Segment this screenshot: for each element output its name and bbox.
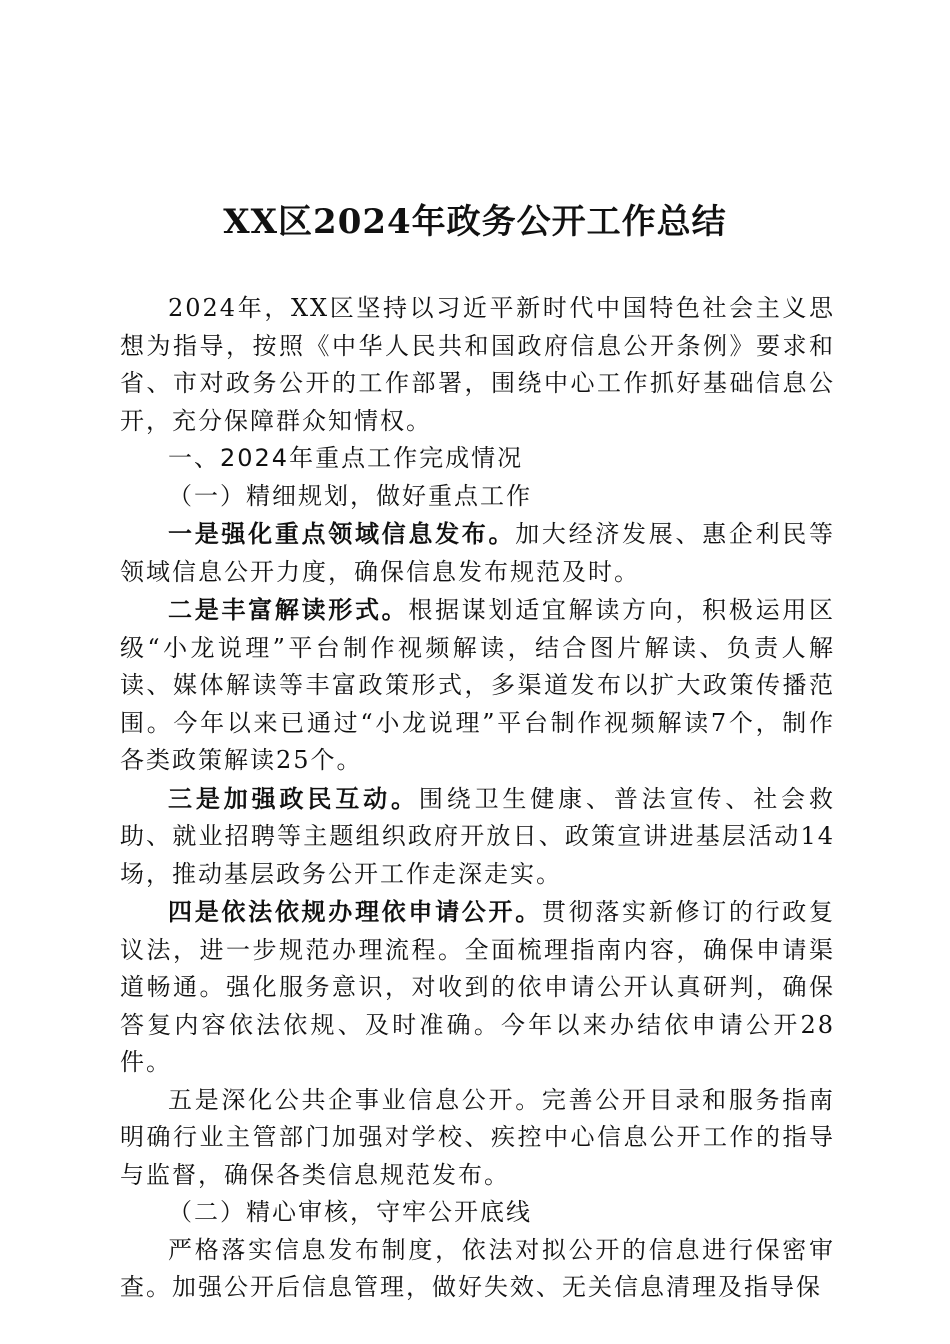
item-paragraph-2 (120, 591, 835, 780)
item-lead: 三是加强政民互动。 (168, 783, 419, 813)
section-heading: 一、2024年重点工作完成情况 (168, 444, 524, 472)
item-text: 根据谋划适宜解读方向，积极运用区级“小龙说理”平台制作视频解读，结合图片解读、负责人解读、媒体解读等丰富政策形式，多渠道发布以扩大政策传播范围。今年以来已通过“小龙说理”平台制作视频解读7个，制作各类政策解读25个。 (120, 596, 835, 774)
intro-paragraph: 2024年，XX区坚持以习近平新时代中国特色社会主义思想为指导，按照《中华人民共和国政府信息公开条例》要求和省、市对政务公开的工作部署，围绕中心工作抓好基础信息公开，充分保障群众知情权。 (120, 294, 835, 435)
item-lead: 一是强化重点领域信息发布。 (168, 519, 516, 548)
document-title: XX区2024年政务公开工作总结 (223, 202, 727, 242)
item-lead: 二是丰富解读形式。 (168, 595, 409, 624)
subsection-heading: （二）精心审核，守牢公开底线 (168, 1198, 532, 1226)
body-paragraph: 严格落实信息发布制度，依法对拟公开的信息进行保密审查。加强公开后信息管理，做好失效、无关信息清理及指导保 (120, 1235, 835, 1301)
item-lead: 四是依法依规办理依申请公开。 (168, 897, 542, 926)
item-paragraph-3 (120, 780, 835, 894)
item-text: 加大经济发展、惠企利民等领域信息公开力度，确保信息发布规范及时。 (120, 520, 836, 586)
item-paragraph-1 (120, 515, 835, 591)
item-paragraph-5: 五是深化公共企事业信息公开。完善公开目录和服务指南明确行业主管部门加强对学校、疾控中心信息公开工作的指导与监督，确保各类信息规范发布。 (120, 1085, 835, 1189)
item-text: 贯彻落实新修订的行政复议法，进一步规范办理流程。全面梳理指南内容，确保申请渠道畅通。强化服务意识，对收到的依申请公开认真研判，确保答复内容依法依规、及时准确。今年以来办结依申请公开28件。 (120, 898, 836, 1076)
item-paragraph-4 (120, 893, 835, 1082)
item-text: 围绕卫生健康、普法宣传、社会救助、就业招聘等主题组织政府开放日、政策宣讲进基层活动14场，推动基层政务公开工作走深走实。 (120, 784, 836, 888)
subsection-heading: （一）精细规划，做好重点工作 (168, 481, 532, 510)
document-body (120, 290, 835, 1307)
